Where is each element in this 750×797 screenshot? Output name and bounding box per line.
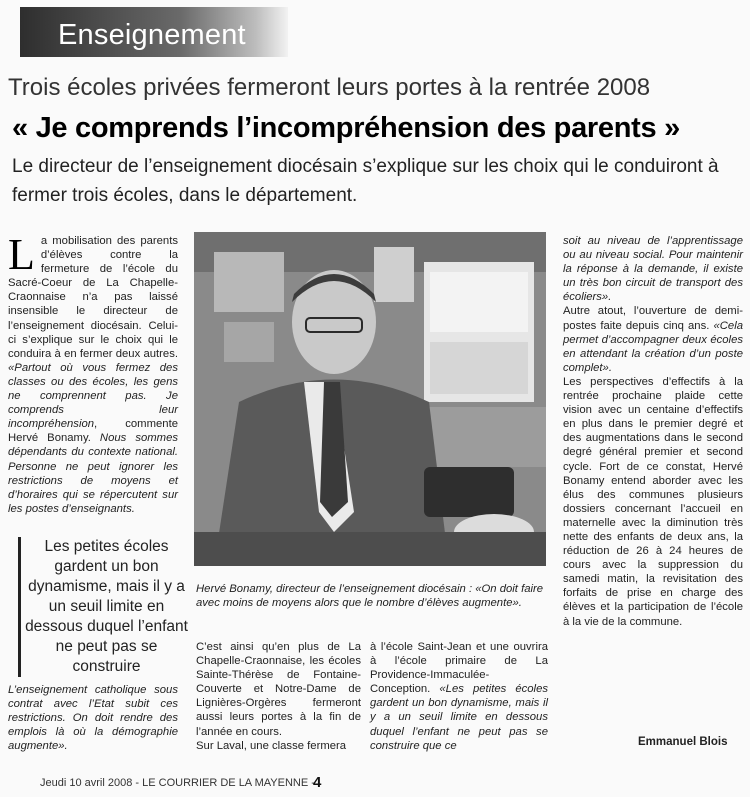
column-1-quote: «Partout où vous fermez des classes ou des écoles, les gens ne comprennent pas. Je comprends leur incompréhension <box>8 361 178 431</box>
section-rubric-label: Enseignement <box>58 19 246 51</box>
article-headline: « Je comprends l’incompréhension des parents » <box>12 112 680 144</box>
author-signature: Emmanuel Blois <box>638 736 728 748</box>
column-1-text: a mobilisation des parents d’élèves contre la fermeture de l’école du Sacré-Coeur de La Chapelle-Craonnaise n’a pas laissé insensible le directeur de l’enseignement diocésain. Celui-ci s’explique sur le choix qui le conduira à en fermer deux autres. <box>8 235 178 360</box>
column-4-text: Autre atout, l’ouverture de demi-postes faite depuis cinq ans. <box>563 305 743 332</box>
column-3-text: à l’école Saint-Jean et une ouvrira à l’école primaire de La Providence-Immaculée-Conception. <box>370 641 548 696</box>
column-4-paragraph-1 <box>563 234 743 304</box>
column-4-paragraph-2 <box>563 304 743 374</box>
photo-illustration <box>194 232 546 566</box>
column-4-quote-2: «Cela permet d’accompagner deux écoles en attendant la création d’un poste complet». <box>563 319 743 374</box>
article-column-1 <box>8 230 178 516</box>
column-4-paragraph-3: Les perspectives d’effectifs à la rentrée prochaine plaide cette vision avec un centaine d’effectifs en plus dans le premier degré et des augmentations dans le second degré général premier et second cycle. Fort de ce constat, Hervé Bonamy entend aborder avec les élus des communes plusieurs dossiers concernant l’accueil en maternelle avec la diminution très nette des enfants de deux ans, la réduction de 26 à 24 heures de cours avec la suppression du samedi matin, la revisitation des forfaits de prise en charge des élèves et la participation de l’école à la vie de la commune. <box>563 375 743 628</box>
column-1-tail-quote: L’enseignement catholique sous contrat avec l’Etat subit ces restrictions. On doit rendre des emplois là où la démographie augmente». <box>8 684 178 753</box>
pull-quote: Les petites écoles gardent un bon dynamisme, mais il y a un seuil limite en dessous duquel l’enfant ne peut pas se construire <box>18 537 188 677</box>
article-surtitle: Trois écoles privées fermeront leurs portes à la rentrée 2008 <box>8 74 651 101</box>
article-column-2 <box>196 640 361 753</box>
article-column-3 <box>370 640 548 753</box>
column-1-attribution: , commente Hervé Bonamy. <box>8 418 178 445</box>
drop-cap: L <box>8 230 35 279</box>
article-column-4 <box>563 234 743 629</box>
page-footer: Jeudi 10 avril 2008 - LE COURRIER DE LA MAYENNE - <box>40 777 315 789</box>
column-2-paragraph-2: Sur Laval, une classe fermera <box>196 739 347 752</box>
section-rubric <box>20 7 288 57</box>
column-1-quote-2: Nous sommes dépendants du contexte national. Personne ne peut ignorer les restrictions de moyens et d’horaires qui se répercutent sur les postes d’enseignants. <box>8 432 178 515</box>
column-1-continuation <box>8 683 178 753</box>
column-2-paragraph: C’est ainsi qu’en plus de La Chapelle-Craonnaise, les écoles Sainte-Thérèse de Fontaine-Couverte et Notre-Dame de Lignières-Orgères fermeront aussi leurs portes à la fin de l’année en cours. <box>196 641 361 738</box>
column-3-quote: «Les petites écoles gardent un bon dynamisme, mais il y a un seuil limite en dessous duquel l’enfant ne peut pas se construire que ce <box>370 683 548 752</box>
photo-caption: Hervé Bonamy, directeur de l’enseignement diocésain : «On doit faire avec moins de moyens alors que le nombre d’élèves augmente». <box>196 583 544 610</box>
page-number: 4 <box>313 774 322 791</box>
column-1-paragraph <box>8 230 178 516</box>
article-photo <box>194 232 546 566</box>
article-deck: Le directeur de l’enseignement diocésain s’explique sur les choix qui le conduiront à fermer trois écoles, dans le département. <box>12 156 719 206</box>
column-4-quote: soit au niveau de l’apprentissage ou au niveau social. Pour maintenir la réponse à la demande, il existe un très bon circuit de transport des écoliers». <box>563 235 743 304</box>
column-3-paragraph <box>370 640 548 753</box>
